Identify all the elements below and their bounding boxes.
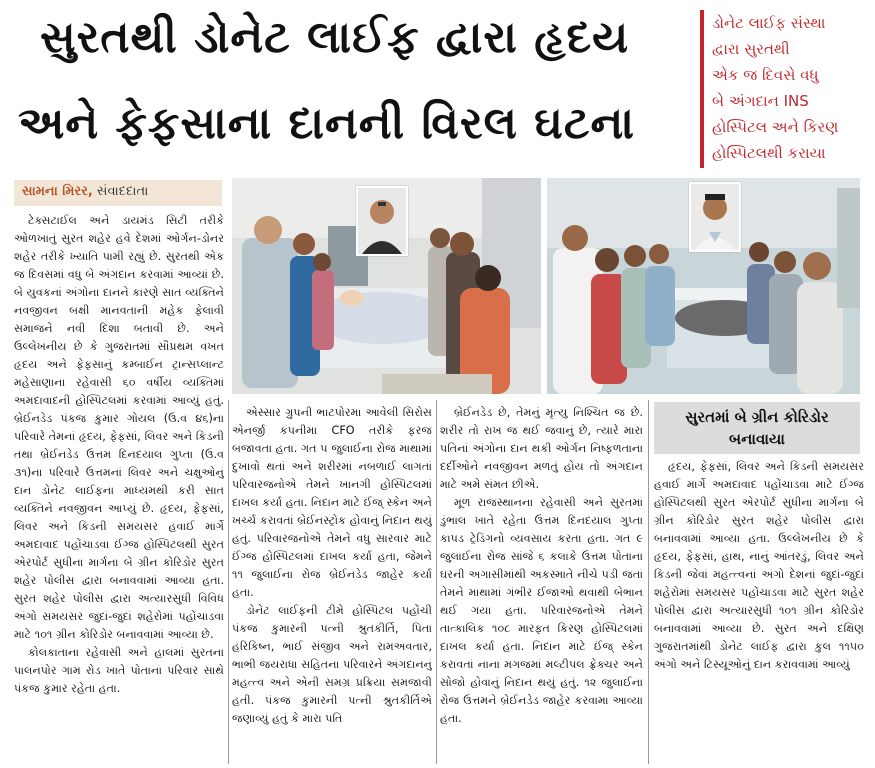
paragraph: કોલકાતાના રહેવાસી અને હાલમાં સુરતના પાલનપોર ગામ રોડ ખાતે પોતાના પરિવાર સાથે પંકજ કુમાર રહેતા હતા. <box>14 646 224 695</box>
article-column-4 <box>654 458 864 766</box>
byline <box>14 180 222 206</box>
paragraph: એસ્સાર ગ્રુપની ભાટપોરમા આવેલી સિરોસ એનર્જી કંપનીમા CFO તરીકે ફરજ બજાવતા હતા. ગત ૫ જુલાઈના રોજ માથામાં દુખાવો થતાં અને શરીરમાં નબળાઈ લાગતાં પરિવારજનોએ તેમને ખાનગી હોસ્પિટલમાં દાખલ કર્યા હતા. નિદાન માટે ઈંજ્ સ્કેન અને ખર્ચ્ચ કરાવતાં બ્રેઈનસ્ટ્રોક હોવાનું નિદાન થયું હતું. પરિવારજનોએ તેમને વધુ સારવાર માટે ઈંગ્જ હોસ્પિટલમાં દાખલ કર્યા હતા, જેમને ૧૧ જુલાઈના રોજ બ્રેઈનડેડ જાહેર કર્યા હતા. <box>232 406 432 599</box>
deck-summary <box>700 10 868 168</box>
deck-line: દ્વારા સુરતથી <box>712 40 790 58</box>
deck-line: બે અંગદાન INS <box>712 92 809 110</box>
headline-line-2: અને ફેફસાના દાનની વિરલ ઘટના <box>18 98 636 149</box>
deck-line: હોસ્પિટલથી કરાયા <box>712 144 826 162</box>
column-divider <box>648 400 649 764</box>
column-divider <box>436 400 437 764</box>
byline-role: સંવાદદાતા <box>92 184 149 199</box>
paragraph: હૃદય, ફેફસાં, લિવર અને કિડની સમયસર હવાઈ માર્ગે અમદાવાદ પહોંચાડવા માટે ઈંગ્જ હોસ્પિટલથી સુરત એરપોર્ટ સુધીના માર્ગના બે ગ્રીન કોરિડોર સુરત શહેર પોલીસ દ્વારા બનાવવામાં આવ્યા હતા. ઉલ્લેખનીય છે કે હૃદય, ફેફસાં, હાથ, નાનું આંતરડું, લિવર અને કિડની જેવાં મહત્ત્વનાં અંગો દેશનાં જુદાં-જુદાં શહેરોમાં સમયસર પહોંચાડવા માટે સુરત શહેર પોલીસ દ્વારા અત્યારસુધી ૧૦૧ ગ્રીન કોરિડોર બનાવવામાં આવ્યા છે. સુરત અને દક્ષિણ ગુજરાતમાંથી ડોનેટ લાઈફ દ્વારા કુલ ૧૧૫૦ અંગો અને ટિસ્યૂઓનું દાન કરાવવામાં આવ્યું <box>654 460 864 671</box>
portrait-inset-1 <box>356 186 408 256</box>
portrait-1 <box>358 188 406 254</box>
article-column-3 <box>440 404 643 766</box>
paragraph: ડોનેટ લાઈફની ટીમે હોસ્પિટલ પહોંચી પંકજ કુમારની પત્ની શ્રુતકીર્તિ, પિતા હરિકિષ્ન, ભાઈ સંજીવ અને રામઅવતાર, ભાભી જયરાધા સહિતના પરિવારને અંગદાનનું મહત્ત્વ અને એની સમગ્ર પ્રક્રિયા સમજાવી હતી. પંકજ કુમારની પત્ની શ્રુતકીર્તિએ જણાવ્યું હતું કે મારા પતિ <box>232 604 432 725</box>
column-divider <box>228 400 229 764</box>
portrait-2 <box>691 184 739 250</box>
article-column-1 <box>14 212 224 764</box>
portrait-inset-2 <box>689 182 741 252</box>
headline-line-1: સુરતથી ડોનેટ લાઈફ દ્વારા હૃદય <box>40 12 630 63</box>
deck-line: ડોનેટ લાઈફ સંસ્થા <box>712 14 826 32</box>
article-column-2 <box>232 404 432 766</box>
hospital-photo-1 <box>232 178 541 394</box>
paragraph: બ્રેઈનડેડ છે, તેમનું મૃત્યુ નિશ્ચિત જ છે. શરીર તો રાખ જ થઈ જવાનું છે, ત્યારે મારા પતિનાં અંગોના દાન થકી ઓર્ગન નિષ્ફળતાના દર્દીઓને નવજીવન મળતું હોય તો અંગદાન માટે અમે સંમત છીએ. <box>440 406 643 491</box>
deck-line: હોસ્પિટલ અને કિરણ <box>712 118 839 136</box>
deck-line: એક જ દિવસે વધુ <box>712 66 819 84</box>
subheading-green-corridor: સુરતમાં બે ગ્રીન કોરિડોર બનાવાયા <box>654 402 860 454</box>
paragraph: મૂળ રાજસ્થાનના રહેવાસી અને સુરતમાં ડુંભાલ ખાતે રહેતા ઉત્તમ દિનદયાલ ગુપ્તા કાપડ ટ્રેડિંગનો વ્યવસાય કરતા હતા. ગત ૯ જુલાઈના રોજ સાંજે ૬ કલાકે ઉત્તમ પોતાના ઘરની અગાસીમાંથી અકસ્માતે નીચે પડી જતાં તેમને માથામાં ગંભીર ઈજાઓ થવાથી બેભાન થઈ ગયા હતા. પરિવારજનોએ તેમને તાત્કાલિક ૧૦૮ મારફત કિરણ હોસ્પિટલમાં દાખલ કર્યા હતા. નિદાન માટે ઈંજ્ સ્કેન કરાવતાં નાના મગજમાં મલ્ટીપલ ફ્રેક્ચર અને સોજો હોવાનું નિદાન થયું હતું. ૧૨ જુલાઈના રોજ ઉત્તમને બ્રેઈનડેડ જાહેર કરવામા આવ્યા હતા. <box>440 496 643 725</box>
byline-source: સામના મિરર, <box>22 184 93 199</box>
paragraph: ટેક્સટાઈલ અને ડાયમંડ સિટી તરીકે ઓળખાતું સુરત શહેર હવે દેશમાં ઓર્ગન-ડોનર શહેર તરીકે ખ્યાતિ પામી રહ્યું છે. સુરતથી એક જ દિવસમાં વધુ બે અંગદાન કરવામાં આવ્યાં છે. બે યુવકનાં અંગોના દાનને કારણે સાત વ્યક્તિને નવજીવન બક્ષી માનવતાની મહેક ફેલાવી સમાજને નવી દિશા બતાવી છે. અને ઉલ્લેખનીય છે કે ગુજરાતમાં સૌપ્રથમ વખત હૃદય અને ફેફસાનું કમ્બાઈન ટ્રાન્સપ્લાન્ટ મહેસાણાના રહેવાસી ૬૦ વર્ષીય વ્યક્તિમાં અમદાવાદની હોસ્પિટલમાં કરવામાં આવ્યું હતું. બ્રેઈનડેડ પંકજ કુમાર ગોયલ (ઉ.વ ૪૬)ના પરિવારે તેમનાં હૃદય, ફેફસાં, લિવર અને કિડની તથા બ્રેઈનડેડ ઉત્તમ દિનદયાલ ગુપ્તા (ઉ.વ ૩૧)ના પરિવારે ઉત્તમનાં લિવર અને ચક્ષુઓનું દાન ડોનેટ લાઈફના માધ્યમથી કરી સાત વ્યક્તિને નવજીવન આપ્યું છે. હૃદય, ફેફસાં, લિવર અને કિડની સમયસર હવાઈ માર્ગે અમદાવાદ પહોંચાડવા ઈંગ્જ હોસ્પિટલથી સુરત એરપોર્ટ સુધીના માર્ગના બે ગ્રીન કોરિડોર સુરત શહેર પોલીસ દ્વારા બનાવવામાં આવ્યા હતા. સુરત શહેર પોલીસ દ્વારા અત્યારસુધી વિવિધ અંગો સમયસર જુદાં-જુદાં શહેરોમાં પહોંચાડવા માટે ૧૦૧ ગ્રીન કોરિડોર બનાવવામાં આવ્યા છે. <box>14 214 224 641</box>
hospital-photo-2 <box>547 178 860 394</box>
headline <box>14 8 694 176</box>
